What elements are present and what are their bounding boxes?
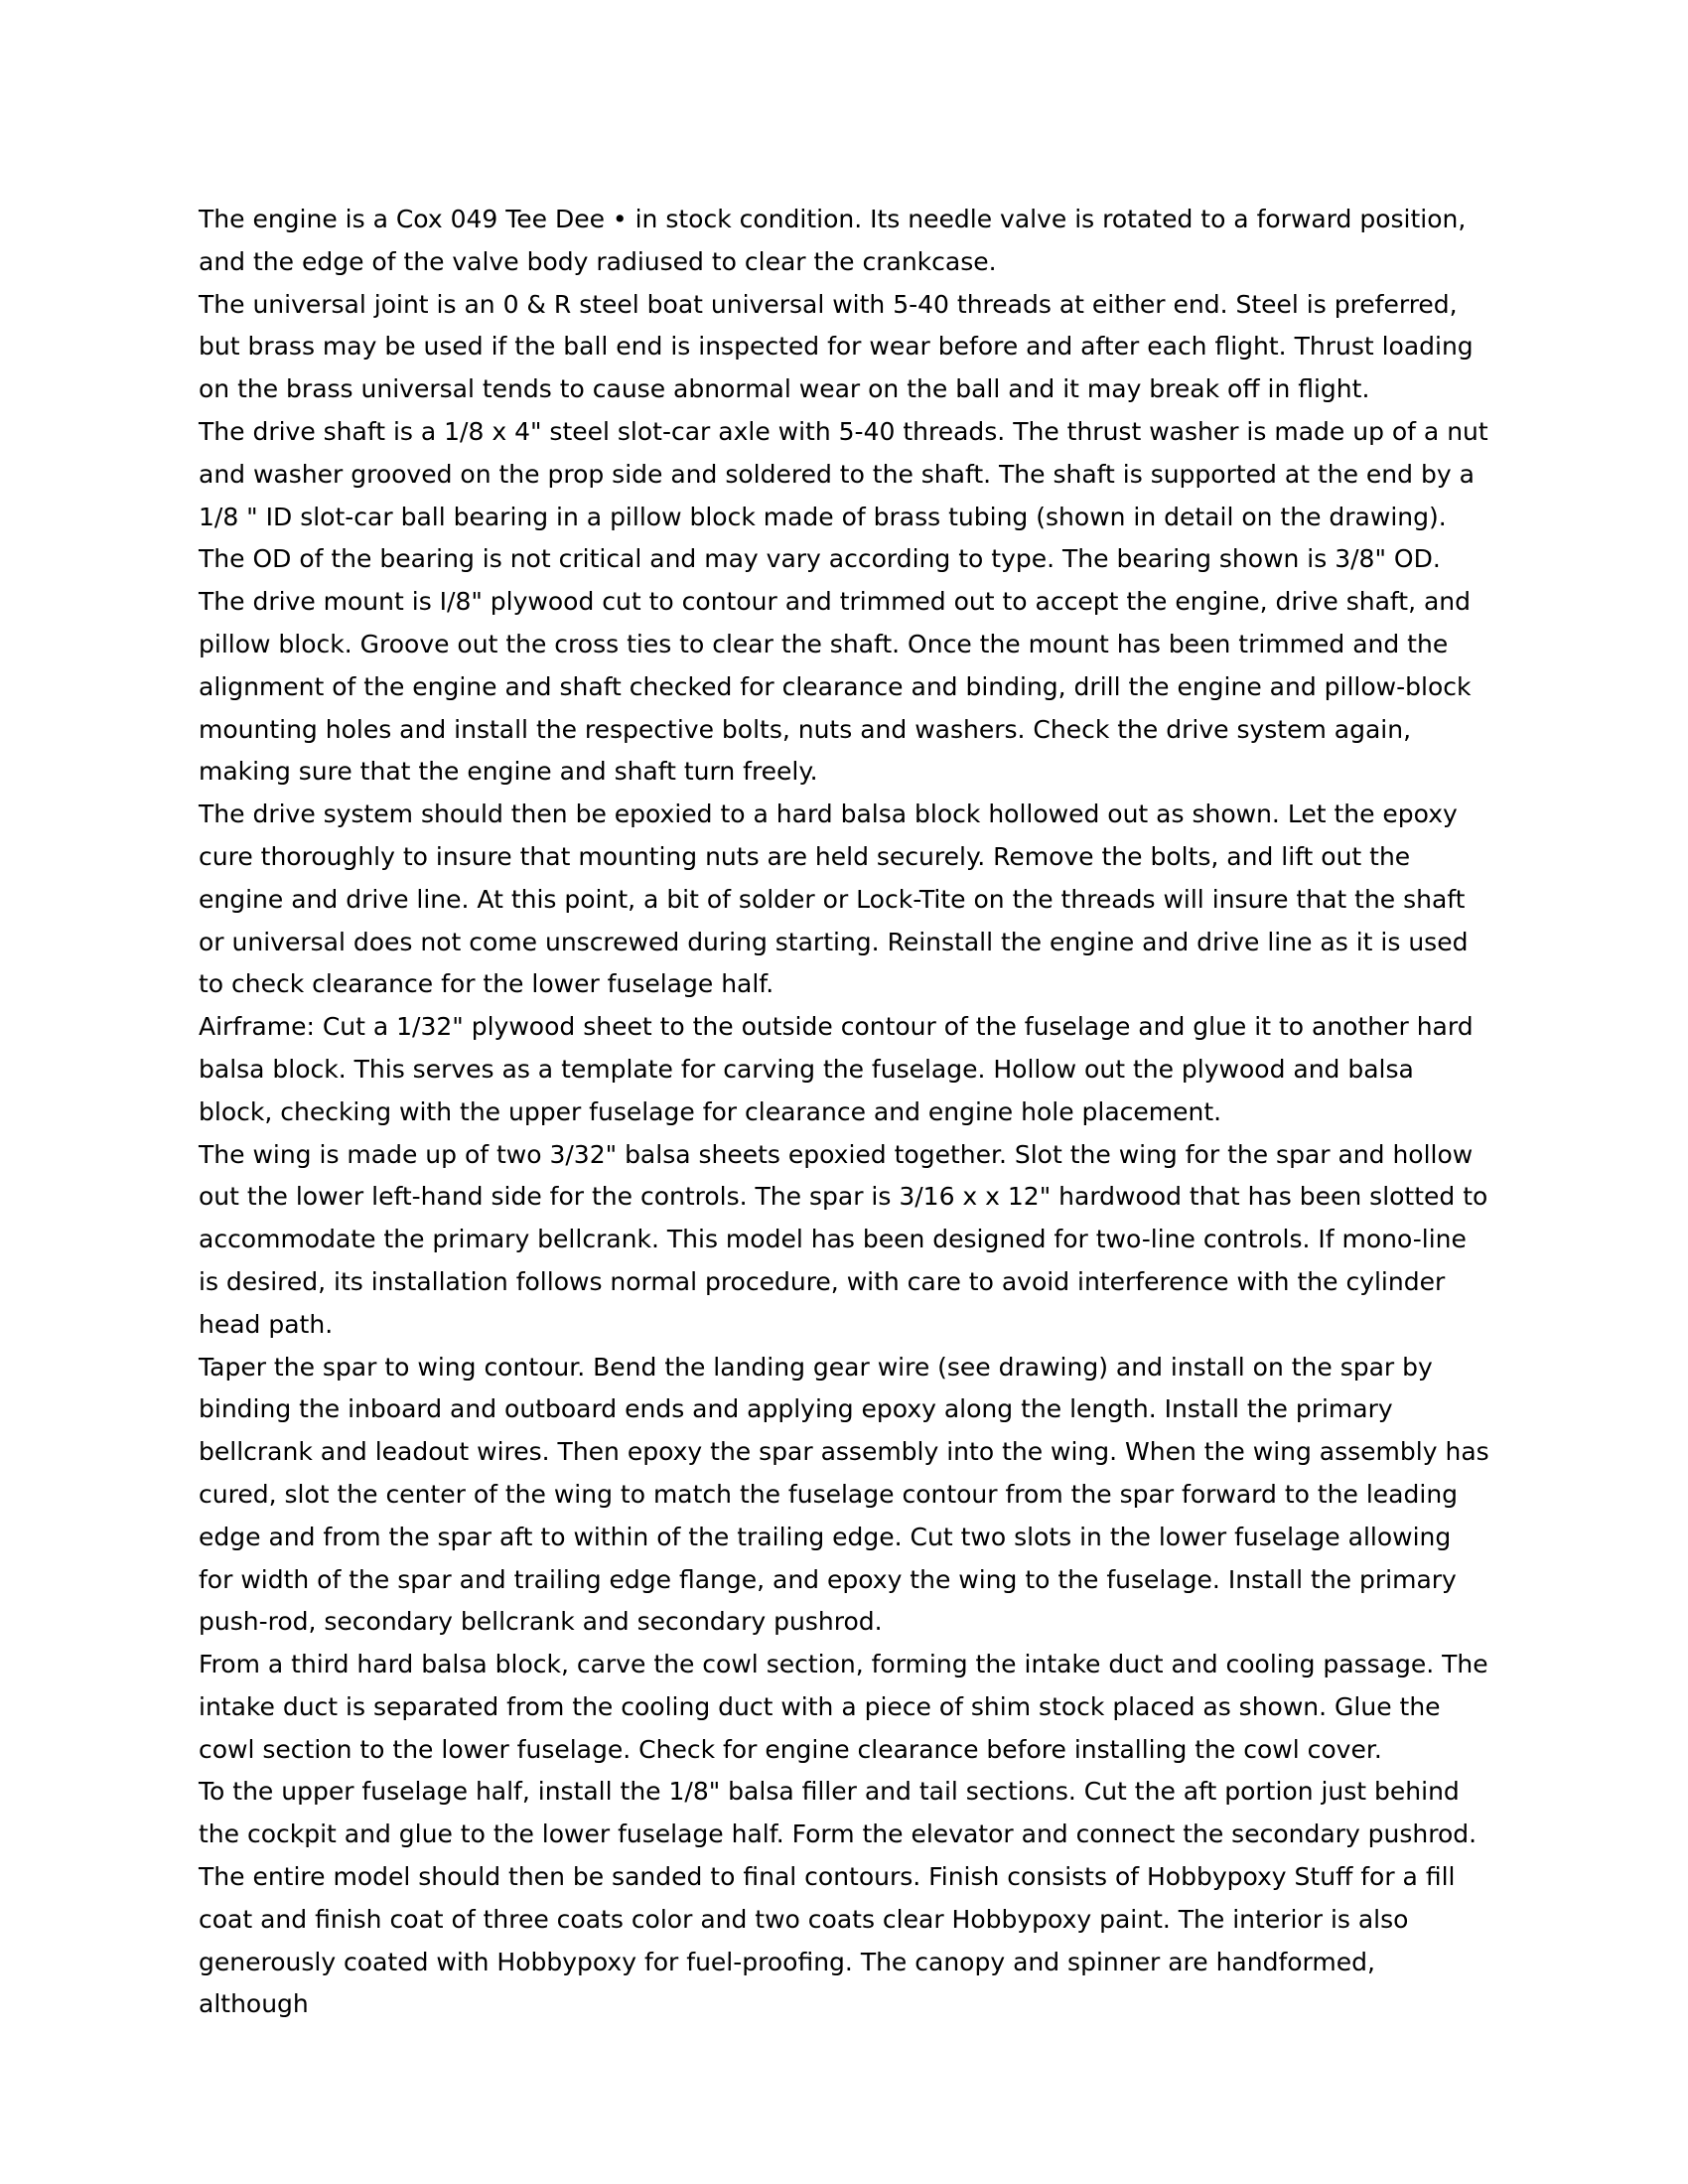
paragraph-drive-shaft: The drive shaft is a 1/8 x 4" steel slot-car axle with 5-40 threads. The thrust washer is made up of a nut and washer grooved on the prop side and soldered to the shaft. The shaft is supported at the end by a 1/8 " ID slot-car ball bearing in a pillow block made of brass tubing (shown in detail on the drawing). The OD of the bearing is not critical and may vary according to type. The bearing shown is 3/8" OD. bbox=[199, 416, 1488, 574]
paragraph-cowl: From a third hard balsa block, carve the cowl section, forming the intake duct and cooling passage. The intake duct is separated from the cooling duct with a piece of shim stock placed as shown. Glue the cowl section to the lower fuselage. Check for engine clearance before installing the cowl cover. bbox=[199, 1650, 1488, 1764]
paragraph-spar: Taper the spar to wing contour. Bend the landing gear wire (see drawing) and install on the spar by binding the inboard and outboard ends and applying epoxy along the length. Install the primary bellcrank and leadout wires. Then epoxy the spar assembly into the wing. When the wing assembly has cured, slot the center of the wing to match the fuselage contour from the spar forward to the leading edge and from the spar aft to within of the trailing edge. Cut two slots in the lower fuselage allowing for width of the spar and trailing edge flange, and epoxy the wing to the fuselage. Install the primary push-rod, secondary bellcrank and secondary pushrod. bbox=[199, 1352, 1489, 1637]
paragraph-drive-mount: The drive mount is I/8" plywood cut to contour and trimmed out to accept the engine, drive shaft, and pillow block. Groove out the cross ties to clear the shaft. Once the mount has been trimmed and the alignment of the engine and shaft checked for clearance and binding, drill the engine and pillow-block mounting holes and install the respective bolts, nuts and washers. Check the drive system again, making sure that the engine and shaft turn freely. bbox=[199, 587, 1472, 787]
paragraph-upper-fuselage: To the upper fuselage half, install the 1/8" balsa filler and tail sections. Cut the aft portion just behind the cockpit and glue to the lower fuselage half. Form the elevator and connect the secondary pushrod. The entire model should then be sanded to final contours. Finish consists of Hobbypoxy Stuff for a fill coat and finish coat of three coats color and two coats clear Hobbypoxy paint. The interior is also generously coated with Hobbypoxy for fuel-proofing. The canopy and spinner are handformed, although bbox=[199, 1777, 1477, 2019]
body-text bbox=[199, 199, 1489, 2026]
paragraph-engine: The engine is a Cox 049 Tee Dee • in stock condition. Its needle valve is rotated to a forward position, and the edge of the valve body radiused to clear the crankcase. bbox=[199, 205, 1467, 276]
paragraph-drive-system: The drive system should then be epoxied to a hard balsa block hollowed out as shown. Let the epoxy cure thoroughly to insure that mounting nuts are held securely. Remove the bolts, and lift out the engine and drive line. At this point, a bit of solder or Lock-Tite on the threads will insure that the shaft or universal does not come unscrewed during starting. Reinstall the engine and drive line as it is used to check clearance for the lower fuselage half. bbox=[199, 800, 1469, 999]
paragraph-wing: The wing is made up of two 3/32" balsa sheets epoxied together. Slot the wing for the spar and hollow out the lower left-hand side for the controls. The spar is 3/16 x x 12" hardwood that has been slotted to accommodate the primary bellcrank. This model has been designed for two-line controls. If mono-line is desired, its installation follows normal procedure, with care to avoid interference with the cylinder head path. bbox=[199, 1139, 1488, 1339]
paragraph-universal-joint: The universal joint is an 0 & R steel boat universal with 5-40 threads at either end. Steel is preferred, but brass may be used if the ball end is inspected for wear before and after each flight. Thrust loading on the brass universal tends to cause abnormal wear on the ball and it may break off in flight. bbox=[199, 289, 1474, 404]
paragraph-airframe: Airframe: Cut a 1/32" plywood sheet to the outside contour of the fuselage and glue it to another hard balsa block. This serves as a template for carving the fuselage. Hollow out the plywood and balsa block, checking with the upper fuselage for clearance and engine hole placement. bbox=[199, 1012, 1474, 1126]
